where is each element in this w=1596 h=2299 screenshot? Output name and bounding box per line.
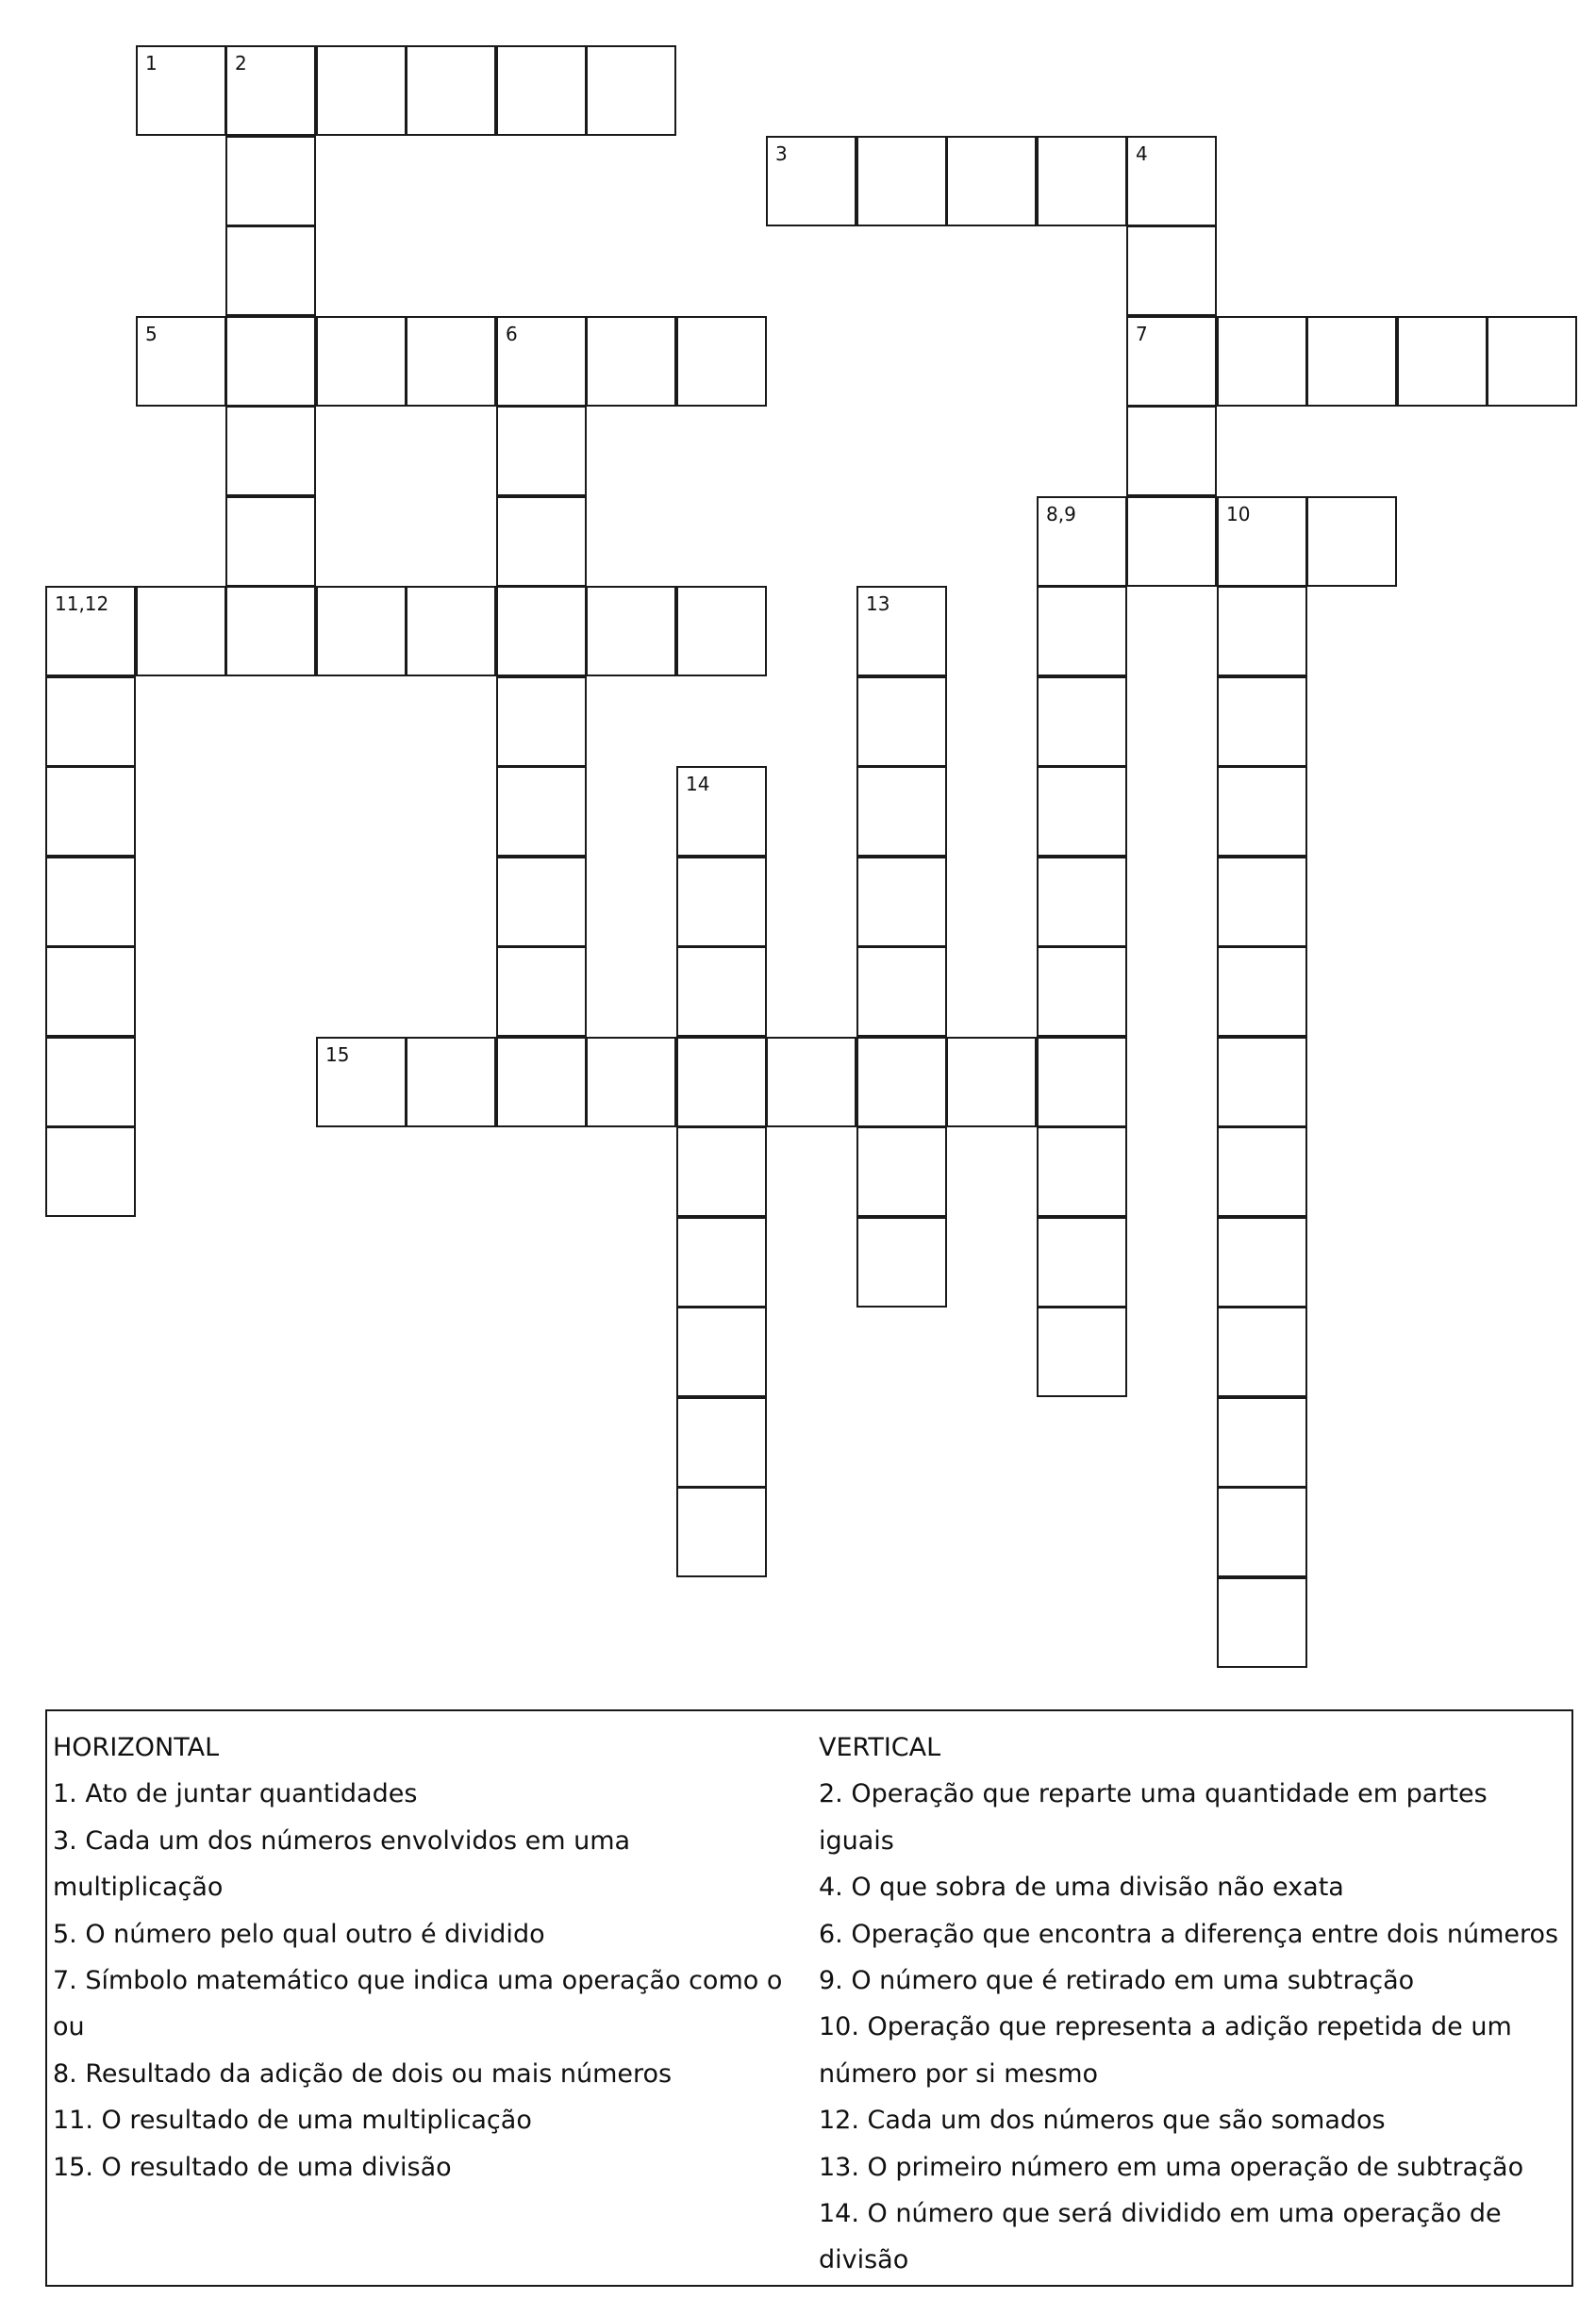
clue-number: 5 <box>145 323 158 345</box>
crossword-cell[interactable] <box>766 1037 856 1127</box>
crossword-cell[interactable] <box>1217 586 1307 676</box>
crossword-cell[interactable] <box>1217 496 1307 587</box>
crossword-cell[interactable] <box>856 676 947 767</box>
clue-h-5: 5. O número pelo qual outro é dividido <box>53 1919 545 1949</box>
clue-number: 14 <box>686 773 710 795</box>
crossword-cell[interactable] <box>856 766 947 857</box>
clue-v-14: 14. O número que será dividido em uma operação de divisão <box>819 2199 1502 2275</box>
crossword-cell[interactable] <box>225 225 316 316</box>
clue-number: 6 <box>506 323 518 345</box>
crossword-cell[interactable] <box>1037 946 1127 1037</box>
crossword-cell[interactable] <box>45 857 136 947</box>
crossword-cell[interactable] <box>496 946 587 1037</box>
crossword-cell[interactable] <box>586 45 676 136</box>
crossword-cell[interactable] <box>316 1037 407 1127</box>
crossword-cell[interactable] <box>1217 1126 1307 1217</box>
crossword-cell[interactable] <box>496 766 587 857</box>
crossword-cell[interactable] <box>1217 1487 1307 1577</box>
crossword-cell[interactable] <box>1126 225 1217 316</box>
crossword-cell[interactable] <box>586 1037 676 1127</box>
crossword-cell[interactable] <box>45 1037 136 1127</box>
crossword-cell[interactable] <box>1397 316 1488 407</box>
clue-number: 10 <box>1226 503 1251 525</box>
clue-number: 3 <box>775 142 788 165</box>
horizontal-clues <box>53 1724 807 2191</box>
crossword-cell[interactable] <box>496 406 587 496</box>
crossword-cell[interactable] <box>1037 857 1127 947</box>
crossword-cell[interactable] <box>1037 676 1127 767</box>
crossword-cell[interactable] <box>1306 316 1397 407</box>
crossword-cell[interactable] <box>406 45 496 136</box>
crossword-cell[interactable] <box>1126 136 1217 226</box>
vertical-heading: VERTICAL <box>819 1733 941 1762</box>
crossword-cell[interactable] <box>676 946 767 1037</box>
crossword-cell[interactable] <box>1217 676 1307 767</box>
crossword-cell[interactable] <box>676 766 767 857</box>
crossword-cell[interactable] <box>766 136 856 226</box>
crossword-cell[interactable] <box>1037 766 1127 857</box>
crossword-cell[interactable] <box>45 586 136 676</box>
crossword-cell[interactable] <box>1037 496 1127 587</box>
clue-h-15: 15. O resultado de uma divisão <box>53 2152 452 2182</box>
crossword-cell[interactable] <box>225 136 316 226</box>
crossword-cell[interactable] <box>1217 1307 1307 1397</box>
crossword-cell[interactable] <box>406 316 496 407</box>
crossword-cell[interactable] <box>676 1126 767 1217</box>
crossword-cell[interactable] <box>1217 1397 1307 1488</box>
crossword-cell[interactable] <box>1217 1217 1307 1308</box>
crossword-cell[interactable] <box>496 45 587 136</box>
crossword-cell[interactable] <box>586 316 676 407</box>
clue-h-11: 11. O resultado de uma multiplicação <box>53 2106 532 2136</box>
clue-h-1: 1. Ato de juntar quantidades <box>53 1779 418 1809</box>
crossword-cell[interactable] <box>1126 496 1217 587</box>
crossword-cell[interactable] <box>45 676 136 767</box>
crossword-cell[interactable] <box>856 1126 947 1217</box>
crossword-cell[interactable] <box>225 316 316 407</box>
crossword-cell[interactable] <box>856 136 947 226</box>
clue-v-13: 13. O primeiro número em uma operação de subtração <box>819 2152 1524 2182</box>
clue-v-2: 2. Operação que reparte uma quantidade em partes iguais <box>819 1779 1488 1856</box>
crossword-cell[interactable] <box>496 1037 587 1127</box>
clues-box <box>45 1709 1573 2287</box>
crossword-cell[interactable] <box>1217 316 1307 407</box>
crossword-cell[interactable] <box>45 1126 136 1217</box>
crossword-cell[interactable] <box>946 136 1037 226</box>
clue-h-8: 8. Resultado da adição de dois ou mais números <box>53 2058 673 2089</box>
clue-number: 2 <box>235 52 247 75</box>
crossword-cell[interactable] <box>1217 766 1307 857</box>
crossword-cell[interactable] <box>856 1037 947 1127</box>
crossword-cell[interactable] <box>856 586 947 676</box>
crossword-cell[interactable] <box>586 586 676 676</box>
clue-number: 13 <box>866 592 890 615</box>
crossword-cell[interactable] <box>496 586 587 676</box>
clue-number: 8,9 <box>1046 503 1076 525</box>
crossword-cell[interactable] <box>136 586 226 676</box>
crossword-cell[interactable] <box>225 586 316 676</box>
clue-number: 1 <box>145 52 158 75</box>
vertical-clues <box>819 1724 1569 2284</box>
crossword-cell[interactable] <box>856 1217 947 1308</box>
clue-h-3: 3. Cada um dos números envolvidos em uma multiplicação <box>53 1825 631 1903</box>
crossword-cell[interactable] <box>676 1037 767 1127</box>
crossword-cell[interactable] <box>676 857 767 947</box>
clue-v-12: 12. Cada um dos números que são somados <box>819 2106 1386 2136</box>
crossword-cell[interactable] <box>45 946 136 1037</box>
clue-number: 7 <box>1136 323 1148 345</box>
clue-v-10: 10. Operação que representa a adição repetida de um número por si mesmo <box>819 2012 1512 2089</box>
crossword-cell[interactable] <box>45 766 136 857</box>
crossword-cell[interactable] <box>1037 1307 1127 1397</box>
crossword-cell[interactable] <box>676 586 767 676</box>
clue-h-7: 7. Símbolo matemático que indica uma operação como o ou <box>53 1966 783 2042</box>
crossword-cell[interactable] <box>1037 586 1127 676</box>
crossword-cell[interactable] <box>316 586 407 676</box>
crossword-cell[interactable] <box>406 1037 496 1127</box>
crossword-cell[interactable] <box>676 1397 767 1488</box>
crossword-cell[interactable] <box>136 45 226 136</box>
crossword-cell[interactable] <box>676 1487 767 1577</box>
crossword-cell[interactable] <box>1306 496 1397 587</box>
crossword-cell[interactable] <box>316 45 407 136</box>
crossword-cell[interactable] <box>1126 316 1217 407</box>
crossword-cell[interactable] <box>225 496 316 587</box>
crossword-cell[interactable] <box>1037 1126 1127 1217</box>
crossword-cell[interactable] <box>496 496 587 587</box>
clue-number: 4 <box>1136 142 1148 165</box>
crossword-cell[interactable] <box>1217 946 1307 1037</box>
crossword-cell[interactable] <box>496 316 587 407</box>
crossword-cell[interactable] <box>136 316 226 407</box>
crossword-cell[interactable] <box>676 1217 767 1308</box>
crossword-cell[interactable] <box>1126 406 1217 496</box>
crossword-cell[interactable] <box>1037 1217 1127 1308</box>
crossword-cell[interactable] <box>676 316 767 407</box>
crossword-cell[interactable] <box>1217 857 1307 947</box>
crossword-cell[interactable] <box>496 676 587 767</box>
clue-v-9: 9. O número que é retirado em uma subtração <box>819 1966 1415 1996</box>
crossword-cell[interactable] <box>225 45 316 136</box>
crossword-cell[interactable] <box>225 406 316 496</box>
crossword-cell[interactable] <box>946 1037 1037 1127</box>
crossword-cell[interactable] <box>1037 1037 1127 1127</box>
clue-v-4: 4. O que sobra de uma divisão não exata <box>819 1873 1344 1903</box>
crossword-cell[interactable] <box>316 316 407 407</box>
crossword-cell[interactable] <box>1487 316 1577 407</box>
crossword-cell[interactable] <box>676 1307 767 1397</box>
crossword-cell[interactable] <box>1217 1037 1307 1127</box>
clue-number: 11,12 <box>55 592 109 615</box>
crossword-cell[interactable] <box>406 586 496 676</box>
crossword-cell[interactable] <box>1037 136 1127 226</box>
crossword-cell[interactable] <box>1217 1577 1307 1668</box>
clue-v-6: 6. Operação que encontra a diferença entre dois números <box>819 1919 1559 1949</box>
crossword-cell[interactable] <box>496 857 587 947</box>
clue-number: 15 <box>325 1043 350 1066</box>
crossword-cell[interactable] <box>856 946 947 1037</box>
horizontal-heading: HORIZONTAL <box>53 1733 220 1762</box>
crossword-cell[interactable] <box>856 857 947 947</box>
